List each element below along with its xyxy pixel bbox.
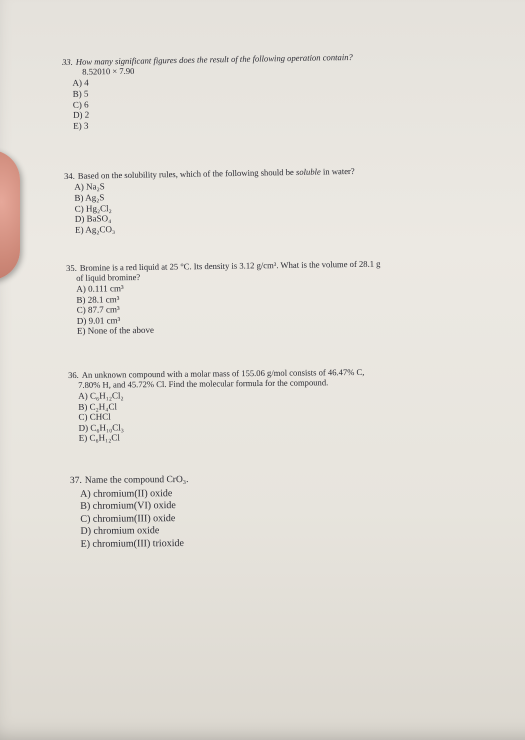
option-d: D) C₆H₁₀Cl₃ (78, 421, 124, 433)
option-b: B) C₂H₄Cl (78, 400, 117, 412)
option-a: A) C₆H₁₂Cl₂ (78, 390, 124, 401)
option-b: B) chromium(VI) oxide (80, 500, 176, 513)
options-list (80, 487, 189, 551)
question-number: 34. (64, 170, 75, 181)
question-text-line2: of liquid bromine? (76, 271, 141, 283)
question-number: 37. (70, 475, 82, 486)
option-e: E) chromium(III) trioxide (80, 537, 184, 550)
option-a: A) 4 (72, 77, 89, 88)
question-37 (70, 475, 189, 551)
option-c: C) 6 (72, 99, 89, 110)
question-emphasis: soluble (295, 166, 321, 177)
question-number: 36. (68, 369, 79, 380)
option-c: C) 87.7 cm³ (76, 304, 120, 315)
option-d: D) chromium oxide (80, 525, 160, 538)
option-a: A) Na₂S (74, 181, 105, 192)
option-a: A) chromium(II) oxide (80, 487, 173, 500)
option-e: E) 3 (73, 120, 89, 132)
question-text: Based on the solubility rules, which of the following should be (77, 166, 297, 181)
options-list (72, 73, 354, 132)
option-d: D) 2 (72, 109, 90, 121)
option-a: A) 0.111 cm³ (76, 283, 124, 294)
question-text: An unknown compound with a molar mass of 155.06 g/mol consists of 46.47% C, (81, 366, 365, 380)
question-text-end: in water? (320, 165, 355, 177)
options-list (78, 388, 365, 443)
option-e: E) None of the above (76, 324, 154, 336)
option-d: D) BaSO₄ (74, 213, 112, 225)
option-b: B) Ag₂S (74, 192, 105, 203)
option-e: E) Ag₂CO₃ (74, 224, 116, 236)
question-stem (70, 475, 189, 488)
option-c: C) chromium(III) oxide (80, 512, 176, 525)
option-e: E) C₆H₁₂Cl (78, 432, 120, 443)
options-list (74, 177, 356, 236)
question-text: Name the compound CrO₃. (84, 474, 189, 486)
question-number: 35. (66, 262, 77, 273)
thumb (0, 150, 20, 280)
option-c: C) CHCl (78, 411, 111, 422)
question-text: Bromine is a red liquid at 25 °C. Its density is 3.12 g/cm³. What is the volume of 28.1 g (79, 258, 381, 273)
question-expression: 8.52010 × 7.90 (82, 65, 135, 77)
question-33 (62, 52, 354, 132)
option-c: C) Hg₂Cl₂ (74, 202, 112, 214)
question-number: 33. (62, 56, 73, 67)
option-b: B) 28.1 cm³ (76, 293, 120, 305)
question-text-line2: 7.80% H, and 45.72% Cl. Find the molecular formula for the compound. (78, 377, 329, 390)
options-list (76, 280, 381, 337)
question-34 (64, 166, 356, 236)
question-36 (68, 367, 365, 444)
option-b: B) 5 (72, 88, 89, 99)
option-d: D) 9.01 cm³ (76, 314, 121, 326)
question-35 (66, 259, 381, 337)
question-text: How many significant figures does the result of the following operation contain? (75, 51, 353, 67)
